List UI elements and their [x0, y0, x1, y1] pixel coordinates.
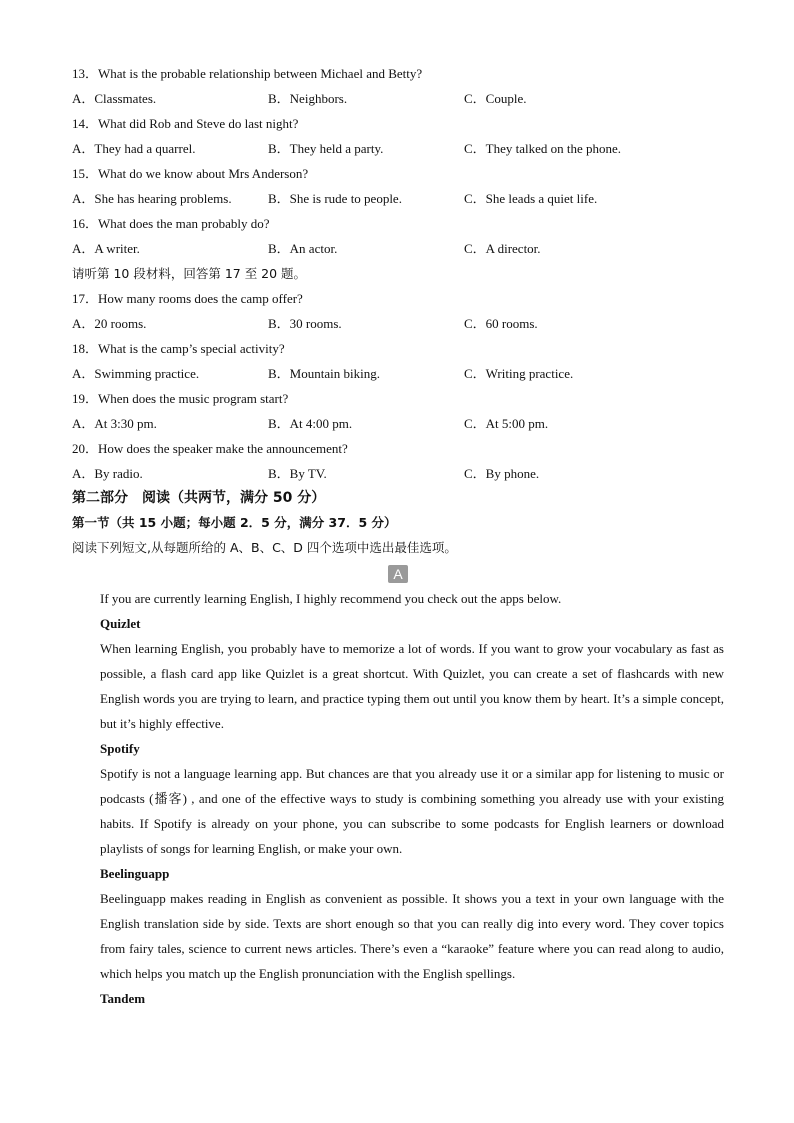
- question-20-stem: 20．How does the speaker make the announcement?: [72, 441, 348, 456]
- question-15-option-b: B．She is rude to people.: [268, 191, 402, 206]
- question-17-option-a: A．20 rooms.: [72, 316, 147, 331]
- section-1-instruction: 阅读下列短文,从每题所给的 A、B、C、D 四个选项中选出最佳选项。: [72, 540, 457, 555]
- spotify-text: Spotify is not a language learning app. But chances are that you already use it or a similar app for listening to music or podcasts (播客) , and one of the effective ways to study is combining something you already use with your existing habits. If Spotify is already on your phone, you can subscribe to some podcasts for English learners or download playlists of songs for learning English, or make your own.: [100, 766, 724, 856]
- question-17-option-c: C．60 rooms.: [464, 316, 538, 331]
- tandem-heading: Tandem: [100, 991, 146, 1006]
- question-14-option-c: C．They talked on the phone.: [464, 141, 622, 156]
- question-17-option-b: B．30 rooms.: [268, 316, 342, 331]
- question-13-option-a: A．Classmates.: [72, 91, 157, 106]
- question-20-option-a: A．By radio.: [72, 466, 143, 481]
- listening-instruction-10: 请听第 10 段材料，回答第 17 至 20 题。: [72, 266, 307, 281]
- question-17-stem: 17．How many rooms does the camp offer?: [72, 291, 303, 306]
- question-16-option-c: C．A director.: [464, 241, 541, 256]
- question-15-stem: 15．What do we know about Mrs Anderson?: [72, 166, 309, 181]
- question-16-option-b: B．An actor.: [268, 241, 338, 256]
- question-14-option-a: A．They had a quarrel.: [72, 141, 196, 156]
- question-20-option-c: C．By phone.: [464, 466, 540, 481]
- question-19-option-c: C．At 5:00 pm.: [464, 416, 549, 431]
- spotify-heading: Spotify: [100, 741, 140, 756]
- part-2-title: 第二部分 阅读（共两节，满分 50 分）: [72, 490, 326, 506]
- question-16-stem: 16．What does the man probably do?: [72, 216, 270, 231]
- question-15-option-a: A．She has hearing problems.: [72, 191, 232, 206]
- section-1-title: 第一节（共 15 小题；每小题 2．5 分，满分 37．5 分）: [72, 515, 397, 530]
- question-13-stem: 13．What is the probable relationship between Michael and Betty?: [72, 66, 423, 81]
- question-19-option-a: A．At 3:30 pm.: [72, 416, 157, 431]
- quizlet-heading: Quizlet: [100, 616, 141, 631]
- beelinguapp-text: Beelinguapp makes reading in English as convenient as possible. It shows you a text in your own language with the English translation side by side. Texts are short enough so that you can really dig into every word. They cover topics from fairy tales, science to current news articles. There’s even a “karaoke” feature where you can read along to audio, which helps you match up the English pronunciation with the English spellings.: [100, 891, 724, 981]
- question-14-option-b: B．They held a party.: [268, 141, 384, 156]
- question-19-stem: 19．When does the music program start?: [72, 391, 289, 406]
- passage-a-badge: A: [388, 565, 408, 583]
- question-18-option-c: C．Writing practice.: [464, 366, 574, 381]
- passage-intro: If you are currently learning English, I highly recommend you check out the apps below.: [100, 591, 562, 606]
- quizlet-text: When learning English, you probably have to memorize a lot of words. If you want to grow your vocabulary as fast as possible, a flash card app like Quizlet is a great shortcut. With Quizlet, you can create a set of flashcards with new English words you are trying to learn, and practice typing them out until you know them by heart. It’s a simple concept, but it’s highly effective.: [100, 641, 724, 731]
- beelinguapp-heading: Beelinguapp: [100, 866, 170, 881]
- question-13-option-c: C．Couple.: [464, 91, 527, 106]
- question-18-option-b: B．Mountain biking.: [268, 366, 380, 381]
- question-13-option-b: B．Neighbors.: [268, 91, 348, 106]
- quizlet-paragraph: [72, 636, 724, 736]
- question-18-option-a: A．Swimming practice.: [72, 366, 200, 381]
- question-16-option-a: A．A writer.: [72, 241, 140, 256]
- spotify-paragraph: [72, 761, 724, 861]
- question-18-stem: 18．What is the camp’s special activity?: [72, 341, 285, 356]
- beelinguapp-paragraph: [72, 886, 724, 986]
- question-14-stem: 14．What did Rob and Steve do last night?: [72, 116, 299, 131]
- question-19-option-b: B．At 4:00 pm.: [268, 416, 353, 431]
- question-15-option-c: C．She leads a quiet life.: [464, 191, 598, 206]
- question-20-option-b: B．By TV.: [268, 466, 327, 481]
